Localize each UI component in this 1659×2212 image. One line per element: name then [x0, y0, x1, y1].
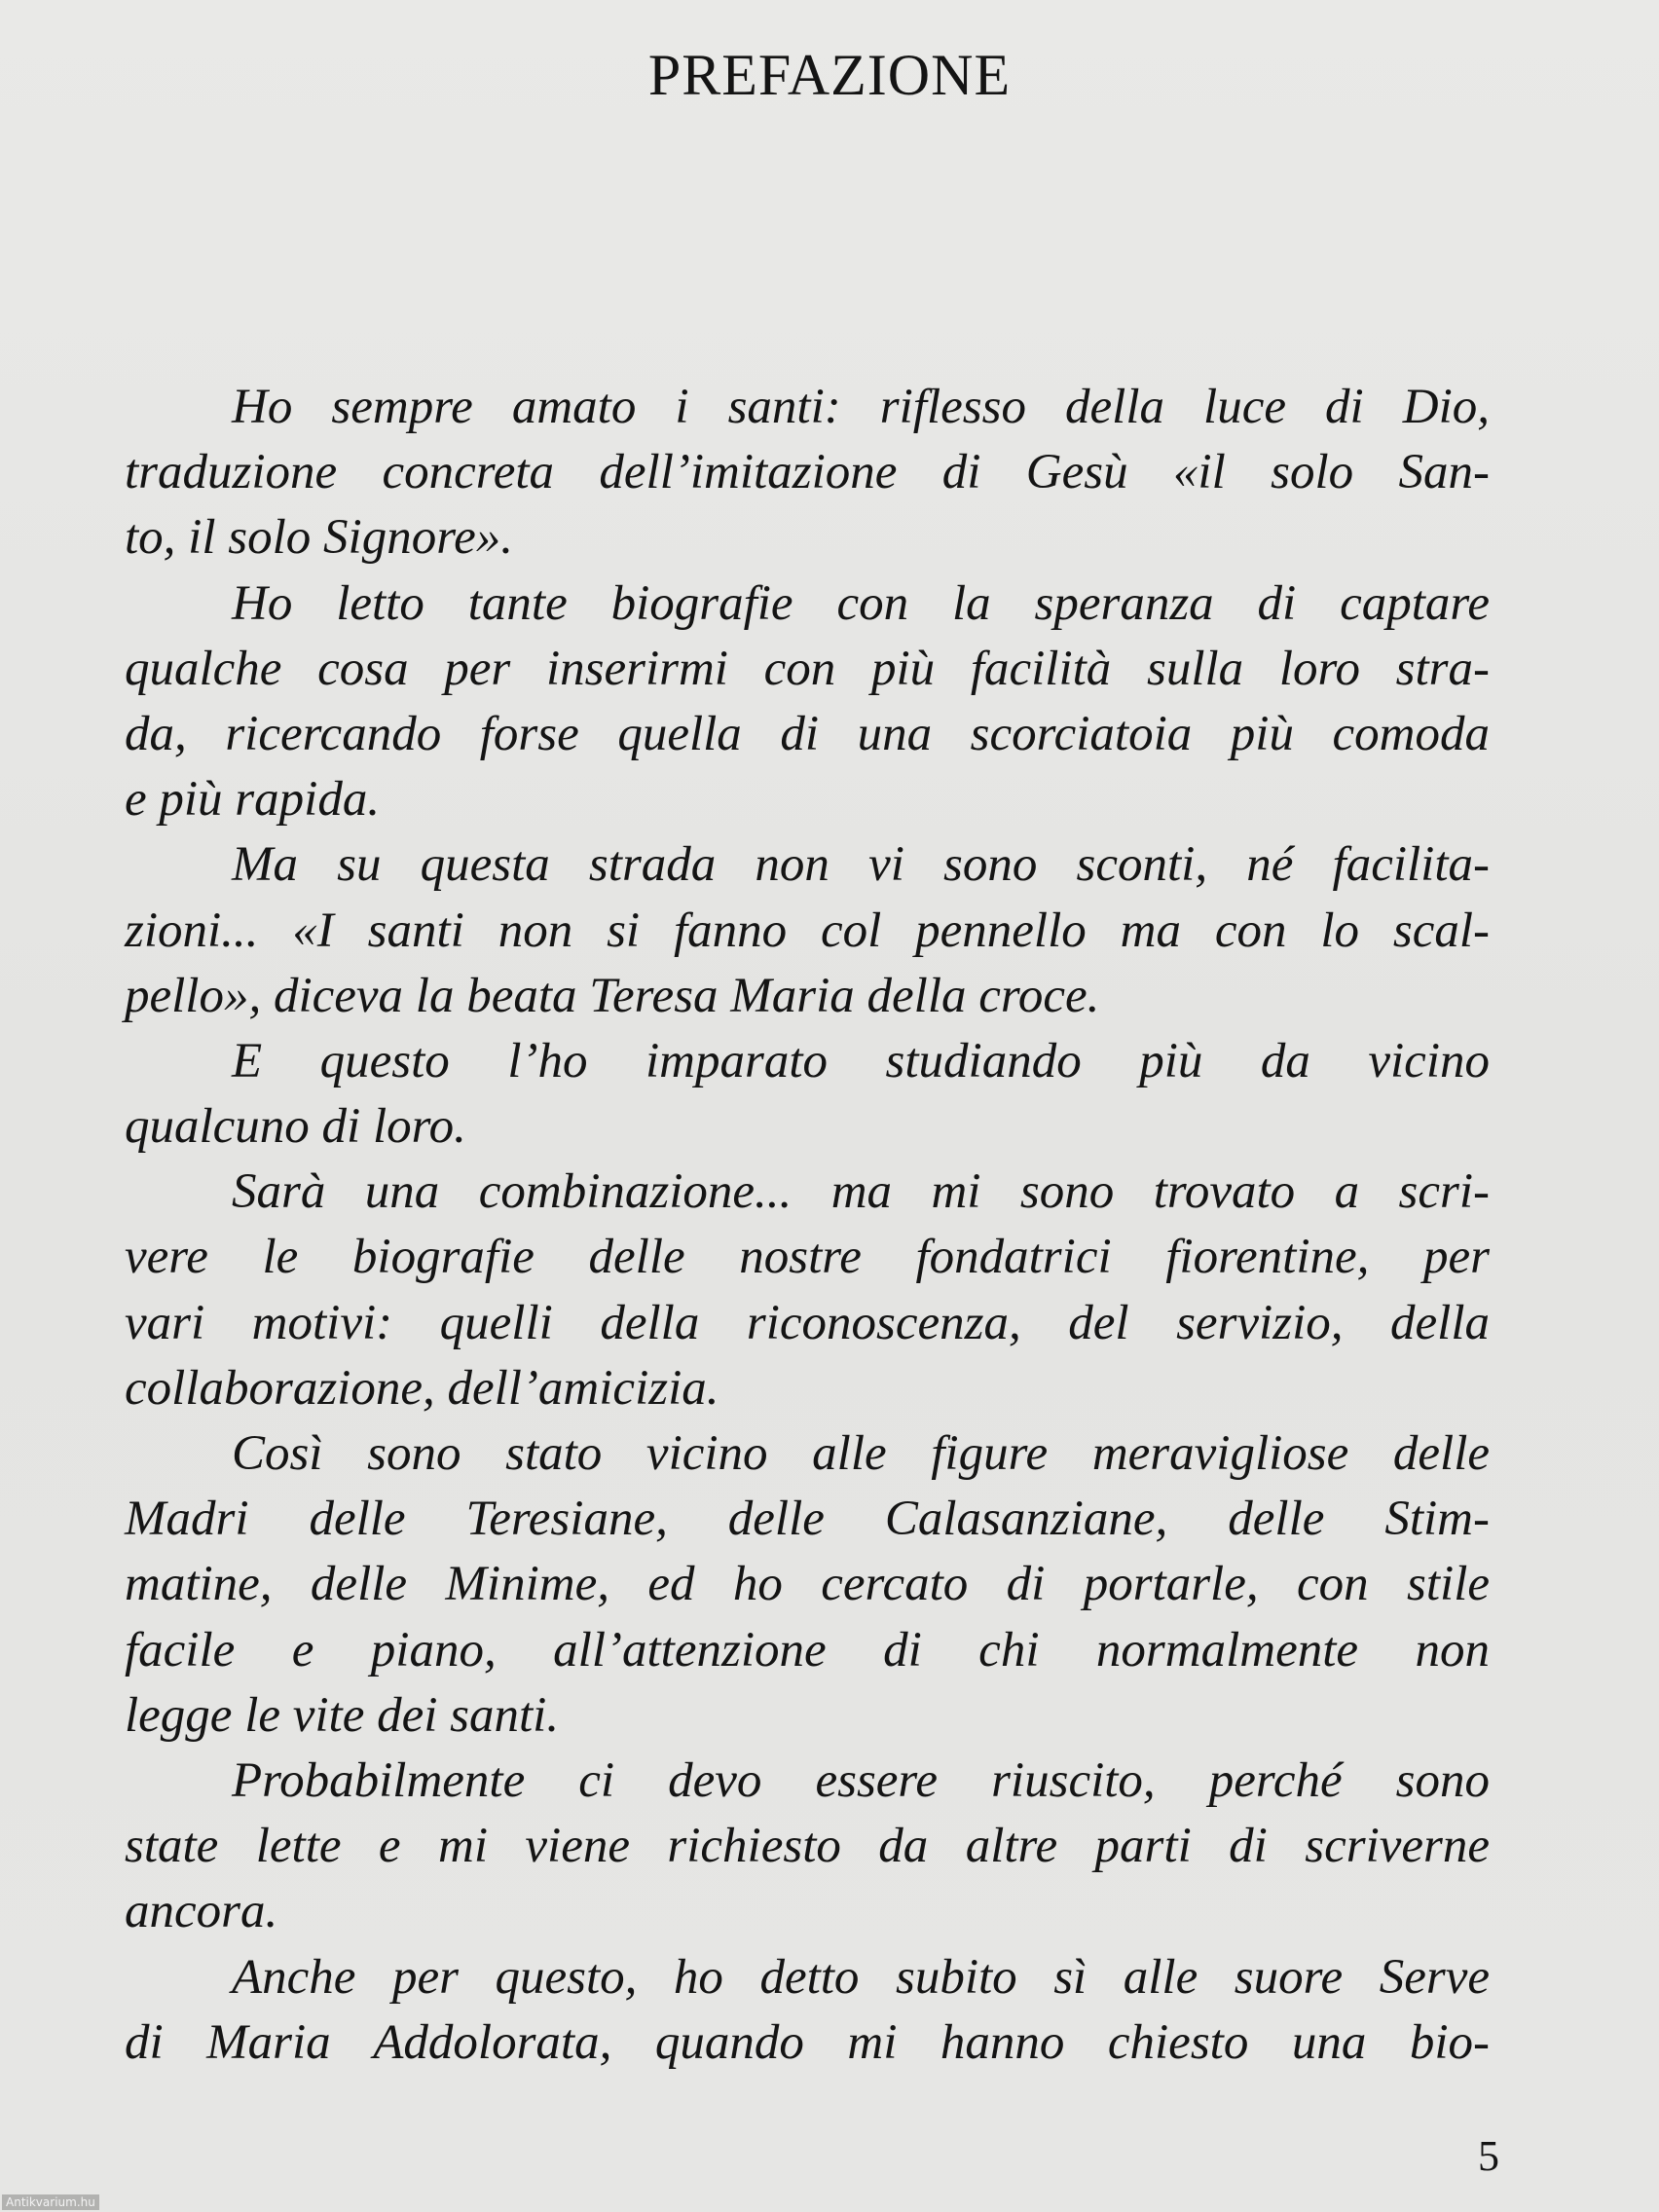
text-line: state lette e mi viene richiesto da altre parti di scriverne: [125, 1819, 1490, 1874]
text-line: traduzione concreta dell’imitazione di Gesù «il solo San-: [125, 445, 1490, 500]
paragraph: [125, 571, 1490, 833]
paragraph: [125, 1749, 1490, 1945]
watermark: Antikvarium.hu: [2, 2194, 99, 2210]
paragraph: [125, 375, 1490, 571]
paragraph: [125, 1945, 1490, 2076]
text-line: ancora.: [125, 1884, 278, 1939]
text-line: Madri delle Teresiane, delle Calasanziane, delle Stim-: [125, 1492, 1490, 1547]
text-line: pello», diceva la beata Teresa Maria della croce.: [125, 968, 1100, 1023]
page-title: PREFAZIONE: [647, 43, 1012, 107]
text-line: Sarà una combinazione... ma mi sono trovato a scri-: [232, 1164, 1490, 1220]
text-line: collaborazione, dell’amicizia.: [125, 1360, 719, 1416]
text-line: Ho letto tante biografie con la speranza di captare: [232, 575, 1490, 631]
text-line: di Maria Addolorata, quando mi hanno chiesto una bio-: [125, 2014, 1490, 2070]
text-line: Ho sempre amato i santi: riflesso della luce di Dio,: [232, 380, 1490, 434]
text-line: zioni... «I santi non si fanno col pennello ma con lo scal-: [125, 903, 1490, 958]
page-number: 5: [1478, 2132, 1499, 2180]
text-line: qualche cosa per inserirmi con più facilità sulla loro stra-: [125, 641, 1490, 696]
text-line: vari motivi: quelli della riconoscenza, del servizio, della: [125, 1295, 1490, 1350]
text-line: to, il solo Signore».: [125, 510, 514, 566]
preface-text: [125, 375, 1490, 2076]
text-line: Così sono stato vicino alle figure meravigliose delle: [232, 1426, 1490, 1481]
paragraph: [125, 1160, 1490, 1421]
paragraph: [125, 832, 1490, 1029]
paragraph: [125, 1029, 1490, 1160]
text-line: e più rapida.: [125, 772, 381, 828]
text-line: facile e piano, all’attenzione di chi normalmente non: [125, 1622, 1490, 1677]
text-line: da, ricercando forse quella di una scorciatoia più comoda: [125, 706, 1490, 761]
text-line: matine, delle Minime, ed ho cercato di portarle, con stile: [125, 1557, 1490, 1612]
text-line: E questo l’ho imparato studiando più da vicino: [232, 1033, 1490, 1088]
text-line: Probabilmente ci devo essere riuscito, perché sono: [232, 1752, 1490, 1808]
text-line: qualcuno di loro.: [125, 1099, 466, 1155]
text-line: legge le vite dei santi.: [125, 1687, 560, 1743]
text-line: Anche per questo, ho detto subito sì alle suore Serve: [232, 1949, 1490, 2005]
paragraph: [125, 1421, 1490, 1749]
text-line: Ma su questa strada non vi sono sconti, né facilita-: [232, 837, 1490, 893]
text-line: vere le biografie delle nostre fondatrici fiorentine, per: [125, 1230, 1490, 1285]
